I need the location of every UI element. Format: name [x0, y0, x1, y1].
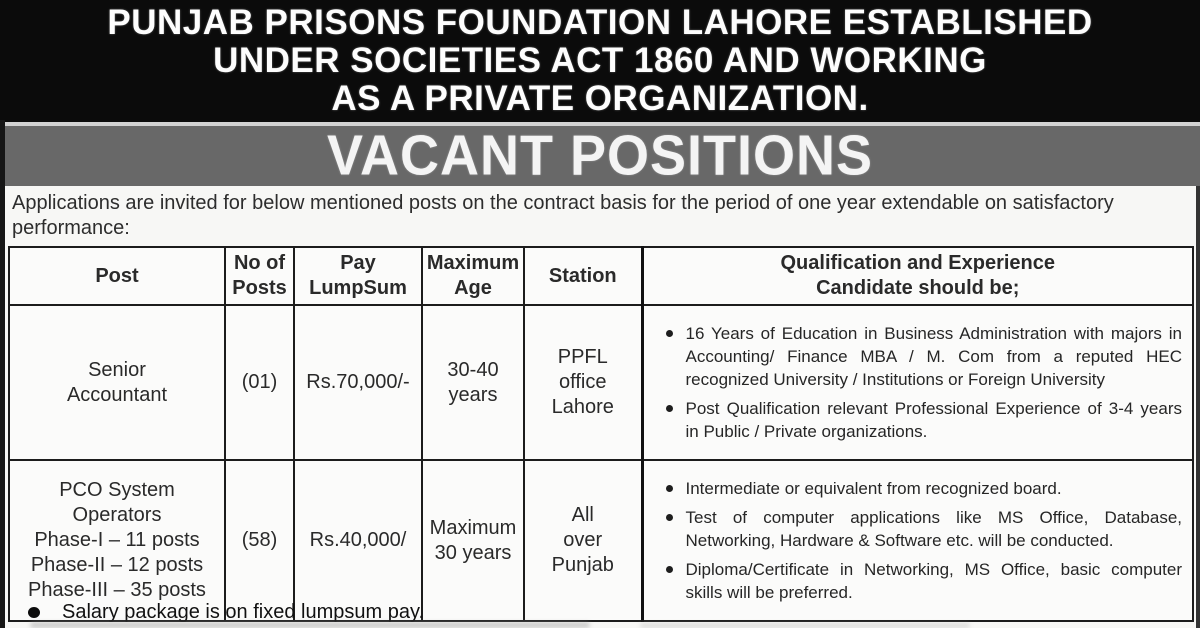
table-row-pco-system-operators [9, 460, 1193, 621]
header-label: Maximum [426, 252, 520, 274]
footer-note-text: Salary package is on fixed lumpsum pay. [62, 601, 425, 623]
age-line: years [448, 383, 498, 406]
bullet-icon [28, 607, 40, 618]
post-cell [9, 460, 225, 621]
header-banner [0, 0, 1200, 122]
scan-edge-right [1196, 186, 1200, 628]
station-line: Lahore [551, 396, 614, 418]
header-label: Candidate should be; [816, 277, 1020, 299]
bullet-icon [666, 485, 673, 492]
bullet-icon [666, 514, 673, 521]
station-line: office [559, 371, 607, 393]
header-cell-pay [294, 247, 422, 305]
station-line: All [571, 504, 594, 526]
cutoff-ghost-line [640, 623, 970, 628]
age-line: 30 years [434, 541, 512, 564]
bullet-icon [666, 405, 673, 412]
header-cell-post [9, 247, 225, 305]
vacancies-table [8, 246, 1194, 622]
qualification-text: Test of computer applications like MS Office, Database, Networking, Hardware & Software etc. will be conducted. [685, 508, 1182, 550]
header-cell-max-age [422, 247, 524, 305]
qualification-item [656, 506, 1183, 552]
station-cell [524, 305, 642, 460]
title-band [0, 126, 1200, 186]
no-of-posts-cell: (01) [225, 305, 294, 460]
header-banner-line: UNDER SOCIETIES ACT 1860 AND WORKING [213, 41, 987, 80]
post-line: Operators [72, 504, 162, 526]
bullet-icon [666, 566, 673, 573]
qualification-text: Diploma/Certificate in Networking, MS Office, basic computer skills will be preferred. [685, 560, 1182, 602]
pay-cell: Rs.70,000/- [294, 305, 422, 460]
header-label: Age [454, 277, 492, 299]
no-of-posts-cell: (58) [225, 460, 294, 621]
post-line: Senior [88, 358, 146, 381]
qualification-text: Post Qualification relevant Professional Experience of 3-4 years in Public / Private organizations. [685, 399, 1182, 441]
header-label: Pay [340, 252, 376, 274]
header-cell-no-of-posts [225, 247, 294, 305]
page-title: VACANT POSITIONS [326, 124, 874, 188]
age-cell [422, 305, 524, 460]
post-cell [9, 305, 225, 460]
header-banner-line: PUNJAB PRISONS FOUNDATION LAHORE ESTABLISHED [107, 3, 1093, 42]
qualification-cell [642, 305, 1193, 460]
table-header-row [9, 247, 1193, 305]
header-cell-station [524, 247, 642, 305]
post-line: PCO System [59, 479, 175, 501]
station-line: over [563, 529, 603, 551]
intro-paragraph: Applications are invited for below mentioned posts on the contract basis for the period of one year extendable on satisfactory performance: [12, 192, 1114, 239]
station-line: PPFL [557, 346, 608, 368]
footer-note [28, 601, 424, 624]
station-cell [524, 460, 642, 621]
age-cell [422, 460, 524, 621]
header-banner-line: AS A PRIVATE ORGANIZATION. [331, 79, 869, 118]
table-row-senior-accountant [9, 305, 1193, 460]
post-line: Accountant [66, 383, 168, 406]
header-label: No of [233, 252, 286, 274]
age-line: 30-40 [447, 358, 499, 381]
header-label: Posts [232, 277, 287, 299]
header-label: LumpSum [309, 277, 407, 299]
pay-cell: Rs.40,000/ [294, 460, 422, 621]
header-label: Qualification and Experience [780, 252, 1056, 274]
qualification-text: Intermediate or equivalent from recognized board. [685, 479, 1062, 498]
bullet-icon [666, 330, 673, 337]
header-cell-qualification [642, 247, 1193, 305]
qualification-cell [642, 460, 1193, 621]
header-label: Post [95, 264, 139, 287]
qualification-text: 16 Years of Education in Business Administration with majors in Accounting/ Finance MBA / M. Com from a reputed HEC recognized University / Institutions or Foreign University [685, 324, 1182, 389]
qualification-item [656, 397, 1183, 443]
age-line: Maximum [429, 516, 517, 539]
post-line: Phase-III – 35 posts [28, 579, 206, 601]
qualification-item [656, 558, 1183, 604]
scan-edge-left [0, 120, 5, 628]
qualification-item [656, 477, 1183, 500]
cutoff-ghost-line [30, 622, 590, 628]
station-line: Punjab [551, 554, 614, 576]
post-line: Phase-I – 11 posts [34, 529, 200, 551]
header-label: Station [548, 264, 617, 287]
qualification-item [656, 322, 1183, 391]
post-line: Phase-II – 12 posts [30, 554, 204, 576]
